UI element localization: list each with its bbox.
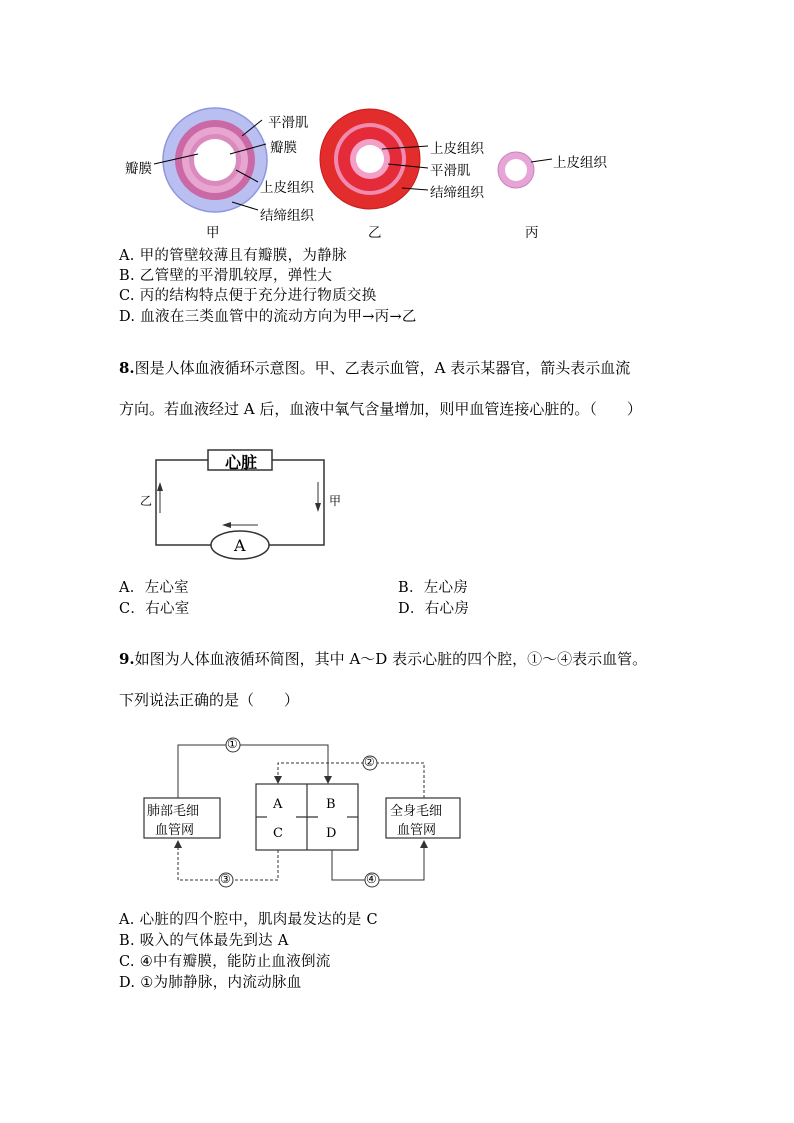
vessel-yi-drawing [320,109,428,209]
q9-chamber-d: D [326,826,337,841]
label-jia-valve-right: 瓣膜 [270,140,297,156]
q7-option-c: C. 丙的结构特点便于充分进行物质交换 [119,288,377,304]
label-yi-epithelium: 上皮组织 [430,141,484,157]
label-yi-smooth-muscle: 平滑肌 [430,163,471,179]
vessel-bing-drawing [498,152,552,188]
q8-option-a: A．左心室 [119,580,189,596]
q8-text-line1: 图是人体血液循环示意图。甲、乙表示血管，A 表示某器官，箭头表示血流 [134,359,631,377]
q9-chamber-b: B [326,797,336,812]
q9-stem-line2: 下列说法正确的是（ ） [119,691,300,709]
label-jia-epithelium: 上皮组织 [260,180,314,196]
q9-lung-label-line1: 肺部毛细 [147,804,200,819]
caption-jia: 甲 [206,225,220,241]
q9-number: 9. [119,650,135,668]
label-jia-valve-left: 瓣膜 [125,161,152,177]
q9-vessel-3-label: ③ [220,872,231,886]
caption-yi: 乙 [368,225,382,241]
q9-vessel-4-label: ④ [366,872,377,886]
q9-option-a: A. 心脏的四个腔中，肌肉最发达的是 C [119,912,378,928]
q7-option-d: D. 血液在三类血管中的流动方向为甲→丙→乙 [119,309,417,325]
label-bing-epithelium: 上皮组织 [553,155,607,171]
q7-option-b: B. 乙管壁的平滑肌较厚，弹性大 [119,268,333,284]
q9-vessel-2-label: ② [364,755,375,769]
q9-option-d: D. ①为肺静脉，内流动脉血 [119,975,302,991]
q8-option-c: C．右心室 [119,601,190,617]
q8-vessel-jia-label: 甲 [329,494,342,508]
q9-body-label-line2: 血管网 [397,823,437,838]
q9-chamber-c: C [273,826,283,841]
q8-option-b: B．左心房 [398,580,469,596]
vessel-jia-drawing [154,108,267,212]
q8-stem-line2: 方向。若血液经过 A 后，血液中氧气含量增加，则甲血管连接心脏的。（ ） [119,400,642,418]
q9-option-c: C. ④中有瓣膜，能防止血液倒流 [119,954,331,970]
q9-stem-line1 [119,648,647,669]
q8-stem-line1 [119,357,630,378]
q9-chamber-a: A [273,797,283,812]
label-jia-connective: 结缔组织 [260,208,314,224]
q8-number: 8. [119,359,135,377]
q9-body-label-line1: 全身毛细 [390,804,443,819]
q9-text-line1: 如图为人体血液循环简图，其中 A～D 表示心脏的四个腔，①～④表示血管。 [134,650,648,668]
q8-vessel-yi-label: 乙 [140,494,153,508]
caption-bing: 丙 [525,225,539,241]
q8-option-d: D．右心房 [398,601,470,617]
label-jia-smooth-muscle: 平滑肌 [268,115,309,131]
q8-heart-label: 心脏 [225,453,258,472]
q8-organ-a-label: A [234,536,246,555]
q7-option-a: A. 甲的管壁较薄且有瓣膜，为静脉 [119,248,347,264]
q9-lung-label-line2: 血管网 [155,823,195,838]
q9-vessel-1-label: ① [227,737,238,751]
q9-option-b: B. 吸入的气体最先到达 A [119,933,289,949]
label-yi-connective: 结缔组织 [430,185,484,201]
